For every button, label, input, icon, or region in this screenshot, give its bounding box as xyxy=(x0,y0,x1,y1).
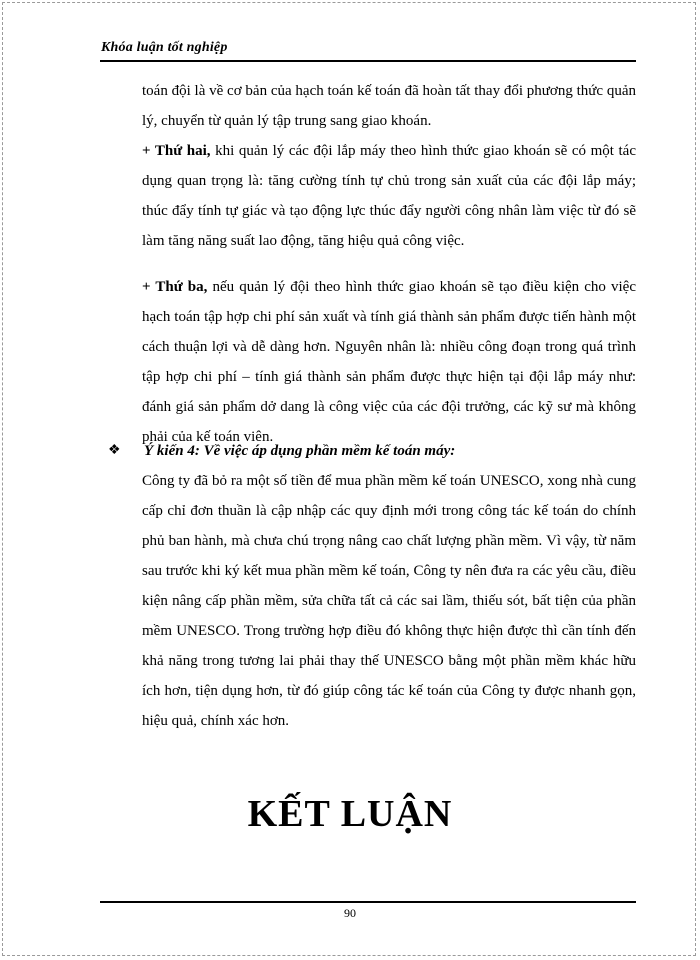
paragraph-thu-ba xyxy=(100,272,636,452)
opinion-4-heading: Ý kiến 4: Về việc áp dụng phần mềm kế toán máy: xyxy=(144,443,456,459)
paragraph-thu-hai xyxy=(100,136,636,256)
paragraph-1-text: toán đội là về cơ bản của hạch toán kế toán đã hoàn tất thay đổi phương thức quản lý, chuyển từ quản lý tập trung sang giao khoán. xyxy=(142,83,636,129)
paragraph-unesco xyxy=(100,466,636,736)
conclusion-title: KẾT LUẬN xyxy=(247,793,453,835)
diamond-bullet-icon: ❖ xyxy=(108,443,121,458)
page-number: 90 xyxy=(344,906,356,920)
paragraph-continuation xyxy=(100,76,636,136)
footer-rule xyxy=(100,901,636,903)
paragraph-3-text: nếu quản lý đội theo hình thức giao khoán sẽ tạo điều kiện cho việc hạch toán tập hợp chi phí sản xuất và tính giá thành sản phẩm được tiến hành một cách thuận lợi và dễ dàng hơn. Nguyên nhân là: nhiều công đoạn trong quá trình tập hợp chi phí – tính giá thành sản phẩm được thực hiện tại đội lắp máy như: đánh giá sản phẩm dở dang là công việc của các đội trưởng, các kỹ sư mà không phải của kế toán viên. xyxy=(142,279,636,445)
header-rule xyxy=(100,60,636,62)
paragraph-3-body xyxy=(100,272,636,452)
header-title: Khóa luận tốt nghiệp xyxy=(101,40,228,55)
paragraph-2-body xyxy=(100,136,636,256)
paragraph-2-text: khi quản lý các đội lắp máy theo hình thức giao khoán sẽ có một tác dụng quan trọng là: tăng cường tính tự chủ trong sản xuất của các đội lắp máy; thúc đẩy tính tự giác và tạo động lực thúc đẩy người công nhân làm việc từ đó sẽ làm tăng năng suất lao động, tăng hiệu quả công việc. xyxy=(142,143,636,249)
opinion-4-heading-line xyxy=(100,436,636,466)
paragraph-2-label: + Thứ hai, xyxy=(142,143,211,159)
paragraph-3-label: + Thứ ba, xyxy=(142,279,208,295)
paragraph-4-text: Công ty đã bỏ ra một số tiền để mua phần mềm kế toán UNESCO, xong nhà cung cấp chỉ đơn thuần là cập nhập các quy định mới trong công tác kế toán do chính phủ ban hành, mà chưa chú trọng nâng cao chất lượng phần mềm. Vì vậy, từ năm sau trước khi ký kết mua phần mềm kế toán, Công ty nên đưa ra các yêu cầu, điều kiện nâng cấp phần mềm, sửa chữa tất cả các sai lầm, thiếu sót, bất tiện của phần mềm UNESCO. Trong trường hợp điều đó không thực hiện được thì cần tính đến khả năng trong tương lai phải thay thế UNESCO bằng một phần mềm khác hữu ích hơn, tiện dụng hơn, từ đó giúp công tác kế toán của Công ty được nhanh gọn, hiệu quả, chính xác hơn. xyxy=(142,473,636,729)
